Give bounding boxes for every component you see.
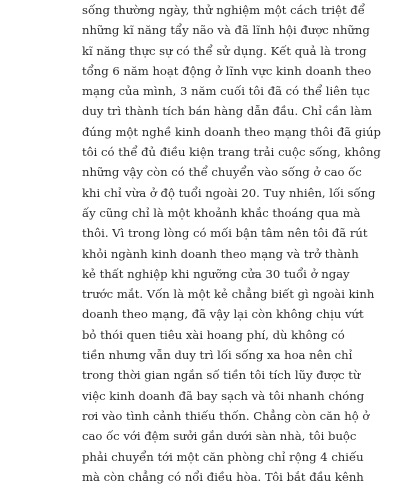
text-line: những kĩ năng tẩy não và đã lĩnh hội được những [82,23,370,38]
text-line: ấy cũng chỉ là một khoảnh khắc thoáng qua mà [82,205,361,220]
text-line: trong thời gian ngắn số tiền tôi tích lũy được từ [82,368,361,383]
text-line: kẻ thất nghiệp khi ngưỡng cửa 30 tuổi ở ngay [82,266,350,281]
text-line: trước mắt. Vốn là một kẻ chẳng biết gì ngoài kinh [82,287,375,302]
text-line: doanh theo mạng, đã vậy lại còn không chịu vứt [82,307,364,322]
text-line: rơi vào tình cảnh thiếu thốn. Chẳng còn căn hộ ở [82,408,370,423]
text-line: khỏi ngành kinh doanh theo mạng và trở thành [82,246,359,261]
text-line: sống thường ngày, thử nghiệm một cách triệt để [82,3,365,17]
text-line: những vậy còn có thể chuyển vào sống ở cao ốc [82,165,362,180]
text-line: mà còn chẳng có nổi điều hòa. Tôi bắt đầu kênh [82,469,364,484]
text-line: tổng 6 năm hoạt động ở lĩnh vực kinh doanh theo [82,63,372,78]
text-line: tiền nhưng vẫn duy trì lối sống xa hoa nên chỉ [82,348,353,363]
text-line: khi chỉ vừa ở độ tuổi ngoài 20. Tuy nhiên, lối sống [82,185,376,200]
text-line: cao ốc với đệm sưởi gắn dưới sàn nhà, tôi buộc [82,429,357,444]
text-line: duy trì thành tích bán hàng dẫn đầu. Chỉ cần làm [82,104,372,119]
text-line: bỏ thói quen tiêu xài hoang phí, dù không có [82,327,345,342]
text-line: phải chuyển tới một căn phòng chỉ rộng 4 chiếu [82,449,364,464]
text-line: kĩ năng thực sự có thể sử dụng. Kết quả là trong [82,43,367,58]
text-line: thôi. Vì trong lòng có mối bận tâm nên tôi đã rút [82,226,368,241]
text-line: việc kinh doanh đã bay sạch và tôi nhanh chóng [82,388,365,403]
text-line: tôi có thể đủ điều kiện trang trải cuộc sống, không [82,145,381,160]
text-line: đúng một nghề kinh doanh theo mạng thôi đã giúp [82,124,381,139]
body-text [82,0,381,487]
text-line: mạng của mình, 3 năm cuối tôi đã có thể liên tục [82,84,370,99]
